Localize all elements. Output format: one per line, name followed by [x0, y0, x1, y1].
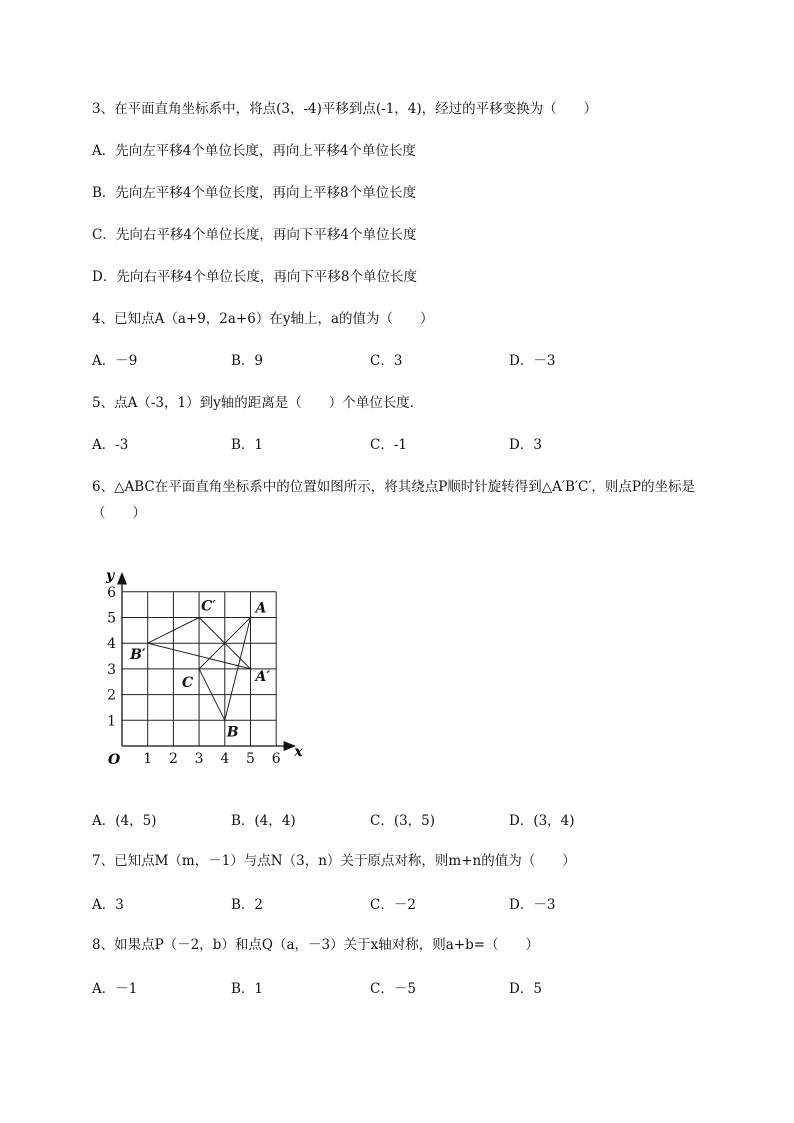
- y-axis-arrow: [118, 574, 126, 584]
- q7-option-a[interactable]: A．3: [92, 897, 124, 913]
- q4-option-b[interactable]: B．9: [231, 353, 264, 369]
- y-tick-label: 2: [107, 687, 116, 704]
- q4-stem: 4、已知点A（a+9，2a+6）在y轴上，a的值为（ ）: [92, 311, 434, 327]
- y-tick-label: 5: [107, 610, 116, 627]
- q6-coordinate-grid-figure: [100, 565, 310, 770]
- q7-option-b[interactable]: B．2: [231, 897, 264, 913]
- y-tick-label: 1: [107, 713, 116, 730]
- y-tick-label: 6: [107, 584, 116, 601]
- x-axis-label: x: [294, 744, 303, 760]
- y-axis-label: y: [106, 567, 115, 584]
- x-tick-label: 4: [220, 751, 230, 767]
- x-tick-label: 6: [271, 751, 281, 767]
- q3-option-b[interactable]: B．先向左平移4个单位长度，再向上平移8个单位长度: [92, 185, 417, 201]
- q4-option-a[interactable]: A．－9: [92, 353, 138, 369]
- q6-options: [92, 812, 712, 830]
- y-tick-label: 4: [107, 636, 116, 653]
- point-label: A: [255, 600, 267, 617]
- x-axis-arrow: [284, 742, 294, 750]
- q7-option-d[interactable]: D．－3: [509, 897, 556, 913]
- q8-option-a[interactable]: A．－1: [92, 981, 138, 997]
- point-label: C: [181, 674, 194, 691]
- point-label: B: [226, 724, 239, 741]
- q3-option-d[interactable]: D．先向右平移4个单位长度，再向下平移8个单位长度: [92, 269, 418, 285]
- x-tick-label: 2: [168, 751, 178, 767]
- q5-stem: 5、点A（-3，1）到y轴的距离是（ ）个单位长度．: [92, 395, 424, 411]
- q5-options: [92, 436, 712, 454]
- x-tick-label: 5: [246, 751, 255, 767]
- point-label: C′: [201, 598, 216, 615]
- q5-option-a[interactable]: A．-3: [92, 437, 129, 453]
- point-label: A′: [255, 668, 271, 685]
- x-tick-label: 3: [194, 751, 204, 767]
- q8-stem: 8、如果点P（－2，b）和点Q（a，－3）关于x轴对称，则a+b=（ ）: [92, 937, 540, 953]
- q8-options: [92, 980, 712, 998]
- q3-option-c[interactable]: C．先向右平移4个单位长度，再向下平移4个单位长度: [92, 227, 417, 243]
- q8-option-c[interactable]: C．－5: [370, 981, 416, 997]
- point-label: B′: [130, 647, 146, 664]
- q6-option-d[interactable]: D．(3，4): [509, 813, 575, 829]
- q5-option-b[interactable]: B．1: [231, 437, 264, 453]
- q3-option-a[interactable]: A．先向左平移4个单位长度，再向上平移4个单位长度: [92, 143, 416, 159]
- q7-stem: 7、已知点M（m，－1）与点N（3，n）关于原点对称，则m+n的值为（ ）: [92, 853, 576, 869]
- q4-option-c[interactable]: C．3: [370, 353, 403, 369]
- q6-stem: 6、△ABC在平面直角坐标系中的位置如图所示，将其绕点P顺时针旋转得到△A′B′C′，则点P的坐标是（ ）: [92, 479, 695, 521]
- q5-option-d[interactable]: D．3: [509, 437, 542, 453]
- q7-option-c[interactable]: C．－2: [370, 897, 416, 913]
- q7-options: [92, 896, 712, 914]
- q6-option-c[interactable]: C．(3，5): [370, 813, 436, 829]
- q5-option-c[interactable]: C．-1: [370, 437, 407, 453]
- origin-label: O: [108, 752, 121, 768]
- q8-option-b[interactable]: B．1: [231, 981, 264, 997]
- q6-option-a[interactable]: A．(4，5): [92, 813, 157, 829]
- q6-option-b[interactable]: B．(4，4): [231, 813, 296, 829]
- x-tick-label: 1: [143, 751, 153, 767]
- q4-option-d[interactable]: D．－3: [509, 353, 556, 369]
- q4-options: [92, 352, 712, 370]
- q3-stem: 3、在平面直角坐标系中，将点(3，-4)平移到点(-1，4)，经过的平移变换为（ ）: [92, 101, 598, 117]
- y-tick-label: 3: [107, 661, 116, 678]
- q8-option-d[interactable]: D．5: [509, 981, 542, 997]
